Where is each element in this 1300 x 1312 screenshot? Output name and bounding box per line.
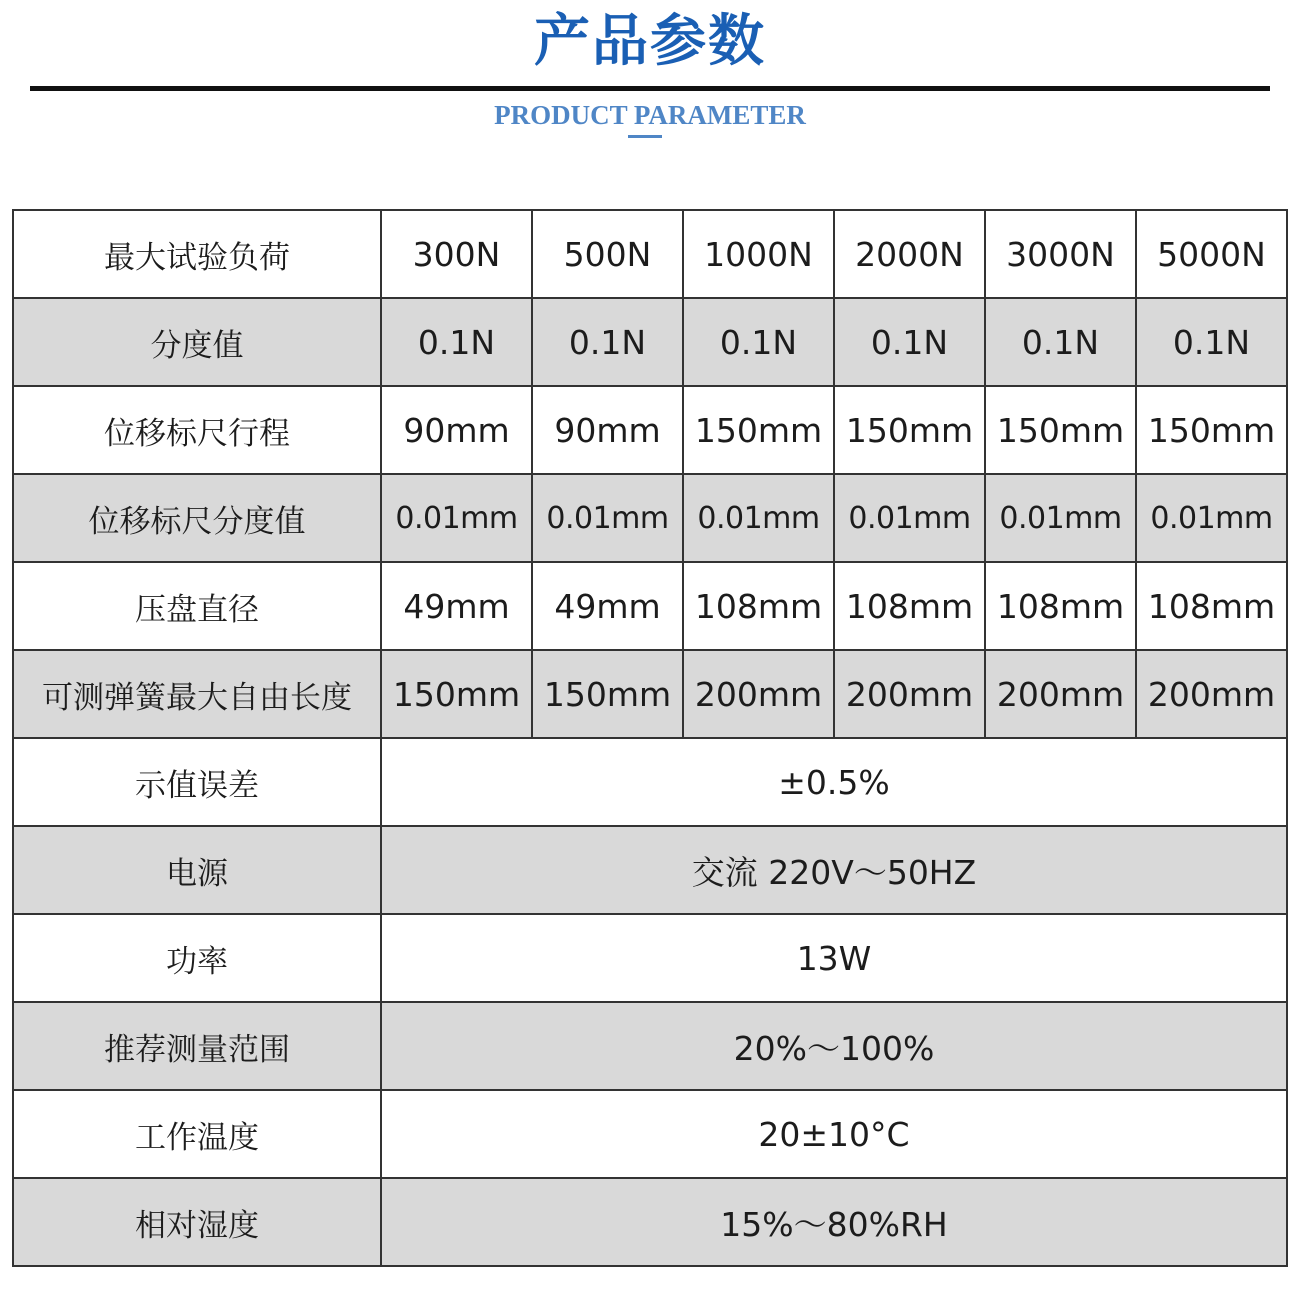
cell-value: 0.1N: [1136, 298, 1287, 386]
cell-value: 300N: [381, 210, 532, 298]
cell-value: 108mm: [834, 562, 985, 650]
cell-value: 150mm: [985, 386, 1136, 474]
cell-value: 5000N: [1136, 210, 1287, 298]
cell-value: 20%～100%: [381, 1002, 1287, 1090]
subtitle-accent-line: [628, 135, 662, 138]
title-divider: [30, 86, 1270, 91]
cell-value: 108mm: [985, 562, 1136, 650]
row-indication-error: [13, 738, 1287, 826]
cell-value: 150mm: [1136, 386, 1287, 474]
cell-value: 200mm: [683, 650, 834, 738]
row-label: 压盘直径: [13, 562, 381, 650]
page-subtitle: PRODUCT PARAMETER: [494, 100, 806, 130]
cell-value: 90mm: [532, 386, 683, 474]
cell-value: 150mm: [834, 386, 985, 474]
cell-value: 0.01mm: [683, 474, 834, 562]
row-max-spring-length: [13, 650, 1287, 738]
cell-value: 0.1N: [532, 298, 683, 386]
row-label: 相对湿度: [13, 1178, 381, 1266]
cell-value: 3000N: [985, 210, 1136, 298]
row-division-value: [13, 298, 1287, 386]
row-platen-diameter: [13, 562, 1287, 650]
row-label: 示值误差: [13, 738, 381, 826]
cell-value: 108mm: [683, 562, 834, 650]
cell-value: 200mm: [985, 650, 1136, 738]
row-displacement-travel: [13, 386, 1287, 474]
row-working-temperature: [13, 1090, 1287, 1178]
row-label: 位移标尺分度值: [13, 474, 381, 562]
row-max-test-load: [13, 210, 1287, 298]
cell-value: 13W: [381, 914, 1287, 1002]
row-label: 分度值: [13, 298, 381, 386]
cell-value: 49mm: [381, 562, 532, 650]
row-label: 最大试验负荷: [13, 210, 381, 298]
cell-value: 150mm: [683, 386, 834, 474]
row-label: 电源: [13, 826, 381, 914]
cell-value: 150mm: [532, 650, 683, 738]
cell-value: 0.01mm: [985, 474, 1136, 562]
cell-value: 0.01mm: [1136, 474, 1287, 562]
cell-value: 150mm: [381, 650, 532, 738]
row-label: 工作温度: [13, 1090, 381, 1178]
cell-value: 交流 220V～50HZ: [381, 826, 1287, 914]
row-power: [13, 914, 1287, 1002]
cell-value: 200mm: [834, 650, 985, 738]
cell-value: 0.1N: [834, 298, 985, 386]
cell-value: 0.1N: [381, 298, 532, 386]
row-relative-humidity: [13, 1178, 1287, 1266]
cell-value: 0.1N: [683, 298, 834, 386]
cell-value: ±0.5%: [381, 738, 1287, 826]
cell-value: 108mm: [1136, 562, 1287, 650]
page-title: 产品参数: [534, 9, 766, 74]
row-power-supply: [13, 826, 1287, 914]
row-label: 位移标尺行程: [13, 386, 381, 474]
row-label: 功率: [13, 914, 381, 1002]
cell-value: 0.01mm: [381, 474, 532, 562]
cell-value: 200mm: [1136, 650, 1287, 738]
cell-value: 90mm: [381, 386, 532, 474]
row-recommended-range: [13, 1002, 1287, 1090]
cell-value: 500N: [532, 210, 683, 298]
row-displacement-division: [13, 474, 1287, 562]
cell-value: 0.1N: [985, 298, 1136, 386]
row-label: 可测弹簧最大自由长度: [13, 650, 381, 738]
cell-value: 0.01mm: [834, 474, 985, 562]
row-label: 推荐测量范围: [13, 1002, 381, 1090]
parameter-table: [12, 209, 1288, 1267]
cell-value: 15%～80%RH: [381, 1178, 1287, 1266]
cell-value: 49mm: [532, 562, 683, 650]
cell-value: 20±10°C: [381, 1090, 1287, 1178]
cell-value: 2000N: [834, 210, 985, 298]
cell-value: 0.01mm: [532, 474, 683, 562]
cell-value: 1000N: [683, 210, 834, 298]
